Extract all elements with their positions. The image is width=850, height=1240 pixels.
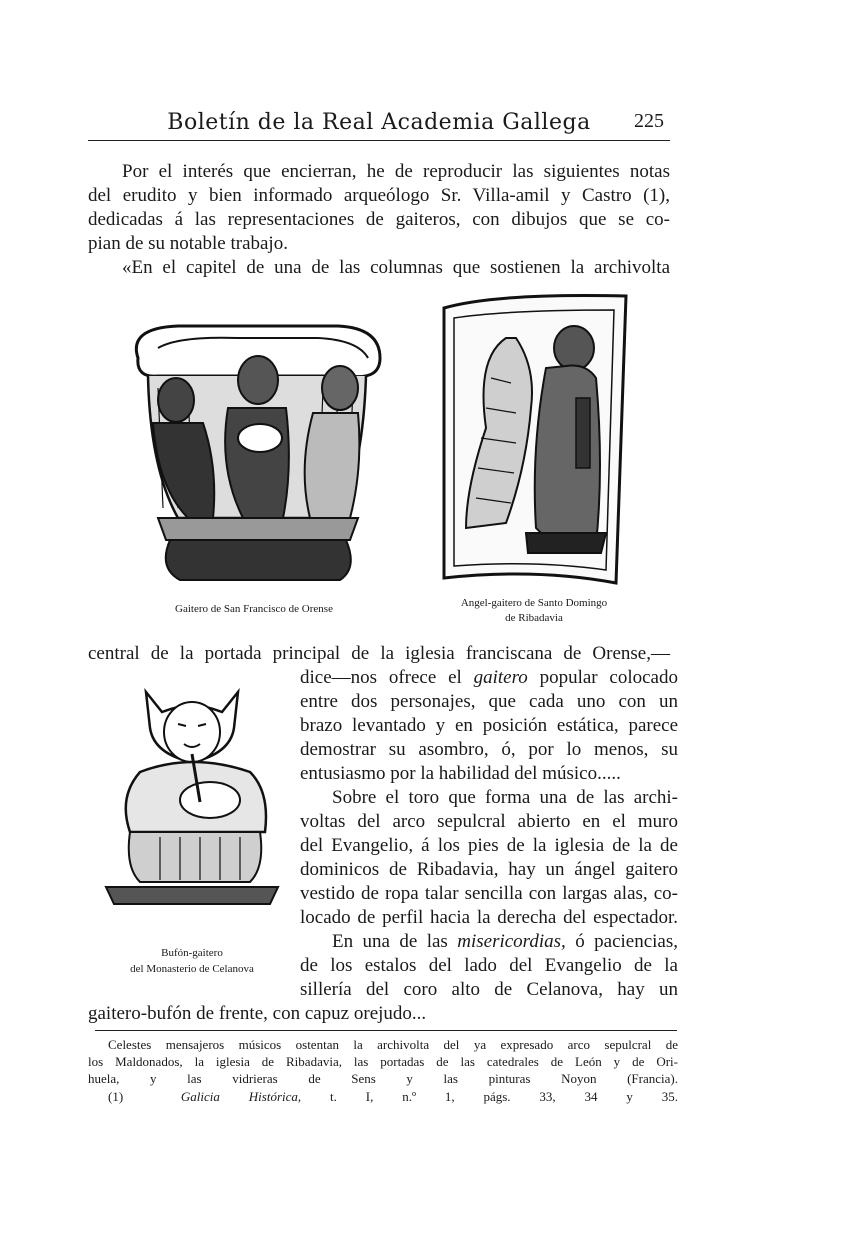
paragraph-line bbox=[300, 666, 678, 690]
text-run: dice—nos ofrece el bbox=[300, 667, 462, 688]
footnote-line: los Maldonados, la iglesia de Ribadavia, las portadas de las catedrales de León y de Ori- bbox=[88, 1054, 678, 1069]
italic-term: gaitero bbox=[473, 667, 528, 688]
text-run: popular colocado bbox=[539, 667, 678, 688]
paragraph-line: demostrar su asombro, ó, por lo menos, su bbox=[300, 739, 678, 760]
cited-work-title: Galicia Histórica, bbox=[180, 1089, 302, 1104]
paragraph-line: entusiasmo por la habilidad del músico..... bbox=[300, 763, 621, 784]
figure-caption: Gaitero de San Francisco de Orense bbox=[175, 603, 333, 615]
paragraph-line: entre dos personajes, que cada uno con un bbox=[300, 691, 678, 712]
bufon-gaitero-illustration bbox=[100, 682, 284, 916]
figure-caption: de Ribadavia bbox=[505, 612, 563, 624]
italic-term: misericordias, bbox=[457, 931, 566, 952]
paragraph-line: dominicos de Ribadavia, hay un ángel gaitero bbox=[300, 859, 678, 880]
paragraph-line: de los estalos del lado del Evangelio de la bbox=[300, 955, 678, 976]
paragraph-line: sillería del coro alto de Celanova, hay un bbox=[300, 979, 678, 1000]
page-number: 225 bbox=[634, 110, 664, 132]
text-run: ó paciencias, bbox=[575, 931, 679, 952]
paragraph-line: gaitero-bufón de frente, con capuz orejudo... bbox=[88, 1003, 427, 1024]
paragraph-line: Sobre el toro que forma una de las archi- bbox=[332, 787, 678, 808]
running-header bbox=[88, 108, 670, 141]
paragraph-line: central de la portada principal de la iglesia franciscana de Orense,— bbox=[88, 643, 670, 664]
paragraph-line: vestido de ropa talar sencilla con largas alas, co- bbox=[300, 883, 678, 904]
paragraph-line: voltas del arco sepulcral abierto en el muro bbox=[300, 811, 678, 832]
footnote-line: Celestes mensajeros músicos ostentan la archivolta del ya expresado arco sepulcral de bbox=[108, 1037, 678, 1052]
paragraph-line: del erudito y bien informado arqueólogo Sr. Villa-amil y Castro (1), bbox=[88, 185, 670, 206]
paragraph-line: dedicadas á las representaciones de gaiteros, con dibujos que se co- bbox=[88, 209, 670, 230]
footnote-reference bbox=[108, 1088, 678, 1105]
paragraph-line bbox=[332, 930, 678, 954]
footnote-rule bbox=[95, 1030, 677, 1031]
footnote-number: (1) bbox=[108, 1089, 124, 1104]
capital-gaitero-illustration bbox=[118, 318, 390, 596]
paragraph-line: «En el capitel de una de las columnas que sostienen la archivolta bbox=[122, 257, 670, 278]
journal-title: Boletín de la Real Academia Gallega bbox=[167, 110, 591, 135]
angel-gaitero-illustration bbox=[436, 288, 632, 588]
paragraph-line: pian de su notable trabajo. bbox=[88, 233, 288, 254]
figure-caption: del Monasterio de Celanova bbox=[130, 963, 254, 975]
text-run: En una de las bbox=[332, 931, 448, 952]
footnote-line: huela, y las vidrieras de Sens y las pinturas Noyon (Francia). bbox=[88, 1071, 678, 1086]
paragraph-line: Por el interés que encierran, he de reproducir las siguientes notas bbox=[122, 161, 670, 182]
paragraph-line: locado de perfil hacia la derecha del espectador. bbox=[300, 907, 678, 928]
paragraph-line: del Evangelio, á los pies de la iglesia de la de bbox=[300, 835, 678, 856]
paragraph-line: brazo levantado y en posición estática, parece bbox=[300, 715, 678, 736]
figure-caption: Bufón-gaitero bbox=[161, 947, 223, 959]
footnote-citation: t. I, n.º 1, págs. 33, 34 y 35. bbox=[330, 1089, 679, 1104]
figure-caption: Angel-gaitero de Santo Domingo bbox=[460, 597, 608, 609]
